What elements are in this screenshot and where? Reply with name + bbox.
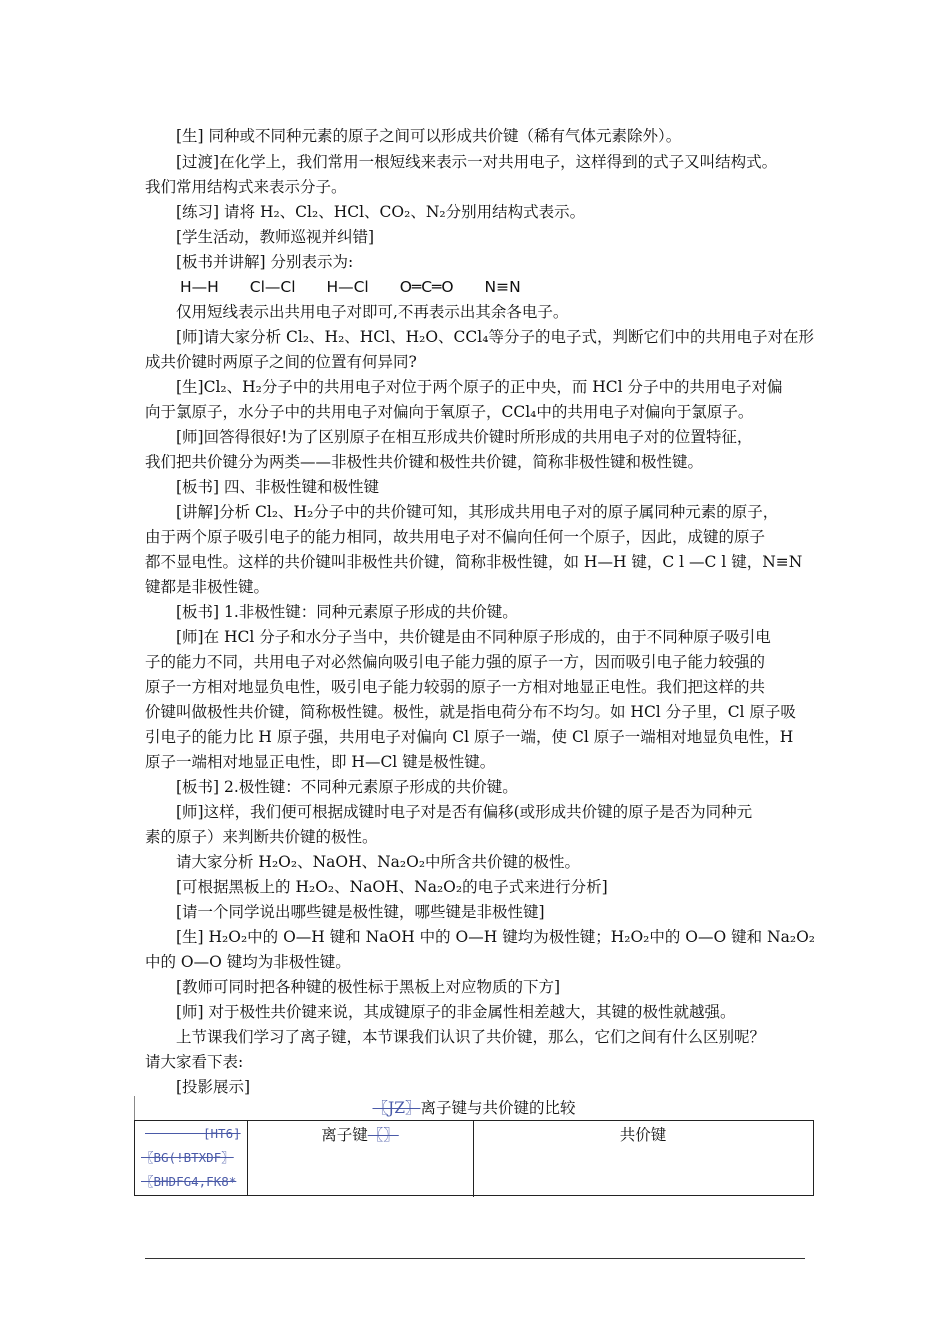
table-cell-row-header <box>135 1121 248 1195</box>
formula-hcl: H—Cl <box>326 278 369 296</box>
paragraph-line: [师]回答得很好!为了区别原子在相互形成共价键时所形成的共用电子对的位置特征， <box>176 428 753 446</box>
paragraph-line: 都不显电性。这样的共价键叫非极性共价键，简称非极性键，如 H—H 键，C l —C l 键，N≡N <box>145 553 803 571</box>
caption-text: 离子键与共价键的比较 <box>420 1099 576 1117</box>
table-caption <box>134 1096 814 1120</box>
paragraph-line: [师]请大家分析 Cl₂、H₂、HCl、H₂O、CCl₄等分子的电子式，判断它们中的共用电子对在形 <box>176 328 814 346</box>
paragraph-line: 原子一方相对地显负电性，吸引电子能力较弱的原子一方相对地显正电性。我们把这样的共 <box>145 678 766 696</box>
paragraph-line: [学生活动，教师巡视并纠错] <box>176 228 375 246</box>
paragraph-line: 我们常用结构式来表示分子。 <box>145 178 347 196</box>
paragraph-line: 由于两个原子吸引电子的能力相同，故共用电子对不偏向任何一个原子，因此，成键的原子 <box>145 528 766 546</box>
table-header-ionic-bond: 离子键〖〗 <box>247 1121 474 1197</box>
paragraph-line: 向于氯原子，水分子中的共用电子对偏向于氧原子，CCl₄中的共用电子对偏向于氯原子。 <box>145 403 754 421</box>
caption-typeset-code: 〖JZ〗 <box>372 1099 421 1117</box>
footer-rule <box>145 1258 805 1259</box>
paragraph-line: 子的能力不同，共用电子对必然偏向吸引电子能力强的原子一方，因而吸引电子能力较强的 <box>145 653 766 671</box>
paragraph-line: [师] 对于极性共价键来说，其成键原子的非金属性相差越大，其键的极性就越强。 <box>176 1003 736 1021</box>
structural-formulas <box>180 275 547 299</box>
paragraph-line: [师]这样，我们便可根据成键时电子对是否有偏移(或形成共价键的原子是否为同种元 <box>176 803 753 821</box>
paragraph-line: 引电子的能力比 H 原子强，共用电子对偏向 Cl 原子一端，使 Cl 原子一端相对地显负电性，H <box>145 728 794 746</box>
paragraph-line: [讲解]分析 Cl₂、H₂分子中的共价键可知，其形成共用电子对的原子属同种元素的原子， <box>176 503 779 521</box>
formula-h2: H—H <box>180 278 219 296</box>
paragraph-line: [生] H₂O₂中的 O—H 键和 NaOH 中的 O—H 键均为极性键；H₂O₂中的 O—O 键和 Na₂O₂ <box>176 928 815 946</box>
paragraph-line: [可根据黑板上的 H₂O₂、NaOH、Na₂O₂的电子式来进行分析] <box>176 878 608 896</box>
paragraph-line: 请大家看下表: <box>145 1053 244 1071</box>
formula-cl2: Cl—Cl <box>249 278 296 296</box>
paragraph-line: [生]Cl₂、H₂分子中的共用电子对位于两个原子的正中央，而 HCl 分子中的共用电子对偏 <box>176 378 783 396</box>
paragraph-line: 原子一端相对地显正电性，即 H—Cl 键是极性键。 <box>145 753 496 771</box>
paragraph-line: [板书并讲解] 分别表示为: <box>176 253 354 271</box>
paragraph-line: [师]在 HCl 分子和水分子当中，共价键是由不同种原子形成的，由于不同种原子吸引电 <box>176 628 771 646</box>
formula-co2: O═C═O <box>399 278 454 296</box>
paragraph-line: [生] 同种或不同种元素的原子之间可以形成共价键（稀有气体元素除外）。 <box>176 127 682 145</box>
paragraph-line: 中的 O—O 键均为非极性键。 <box>145 953 351 971</box>
paragraph-line: [投影展示] <box>176 1078 251 1096</box>
paragraph-line: 素的原子）来判断共价键的极性。 <box>145 828 378 846</box>
comparison-table <box>134 1120 814 1196</box>
paragraph-line: 价键叫做极性共价键，简称极性键。极性，就是指电荷分布不均匀。如 HCl 分子里，Cl 原子吸 <box>145 703 796 721</box>
typeset-code: [HT6] <box>145 1123 241 1145</box>
typeset-code: 〖〗 <box>367 1126 399 1144</box>
paragraph-line: [板书] 四、非极性键和极性键 <box>176 478 380 496</box>
paragraph-line: 上节课我们学习了离子键，本节课我们认识了共价键，那么，它们之间有什么区别呢？ <box>176 1028 766 1046</box>
paragraph-line: 仅用短线表示出共用电子对即可,不再表示出其余各电子。 <box>176 303 569 321</box>
paragraph-line: [请一个同学说出哪些键是极性键，哪些键是非极性键] <box>176 903 545 921</box>
paragraph-line: [板书] 1.非极性键：同种元素原子形成的共价键。 <box>176 603 518 621</box>
typeset-code: 〖BG(!BTXDF〗 <box>141 1150 234 1165</box>
paragraph-line: 请大家分析 H₂O₂、NaOH、Na₂O₂中所含共价键的极性。 <box>176 853 581 871</box>
formula-n2: N≡N <box>484 278 521 296</box>
paragraph-line: [板书] 2.极性键：不同种元素原子形成的共价键。 <box>176 778 518 796</box>
typeset-code: 〖BHDFG4,FK8* <box>141 1174 237 1189</box>
paragraph-line: [教师可同时把各种键的极性标于黑板上对应物质的下方] <box>176 978 561 996</box>
paragraph-line: [练习] 请将 H₂、Cl₂、HCl、CO₂、N₂分别用结构式表示。 <box>176 203 586 221</box>
paragraph-line: 成共价键时两原子之间的位置有何异同? <box>145 353 417 371</box>
underline-rule <box>145 1133 203 1134</box>
paragraph-line: 我们把共价键分为两类——非极性共价键和极性共价键，简称非极性键和极性键。 <box>145 453 704 471</box>
paragraph-line: 键都是非极性键。 <box>145 578 270 596</box>
paragraph-line: [过渡]在化学上，我们常用一根短线来表示一对共用电子，这样得到的式子又叫结构式。 <box>176 153 778 171</box>
table-header-covalent-bond: 共价键 <box>619 1126 667 1144</box>
